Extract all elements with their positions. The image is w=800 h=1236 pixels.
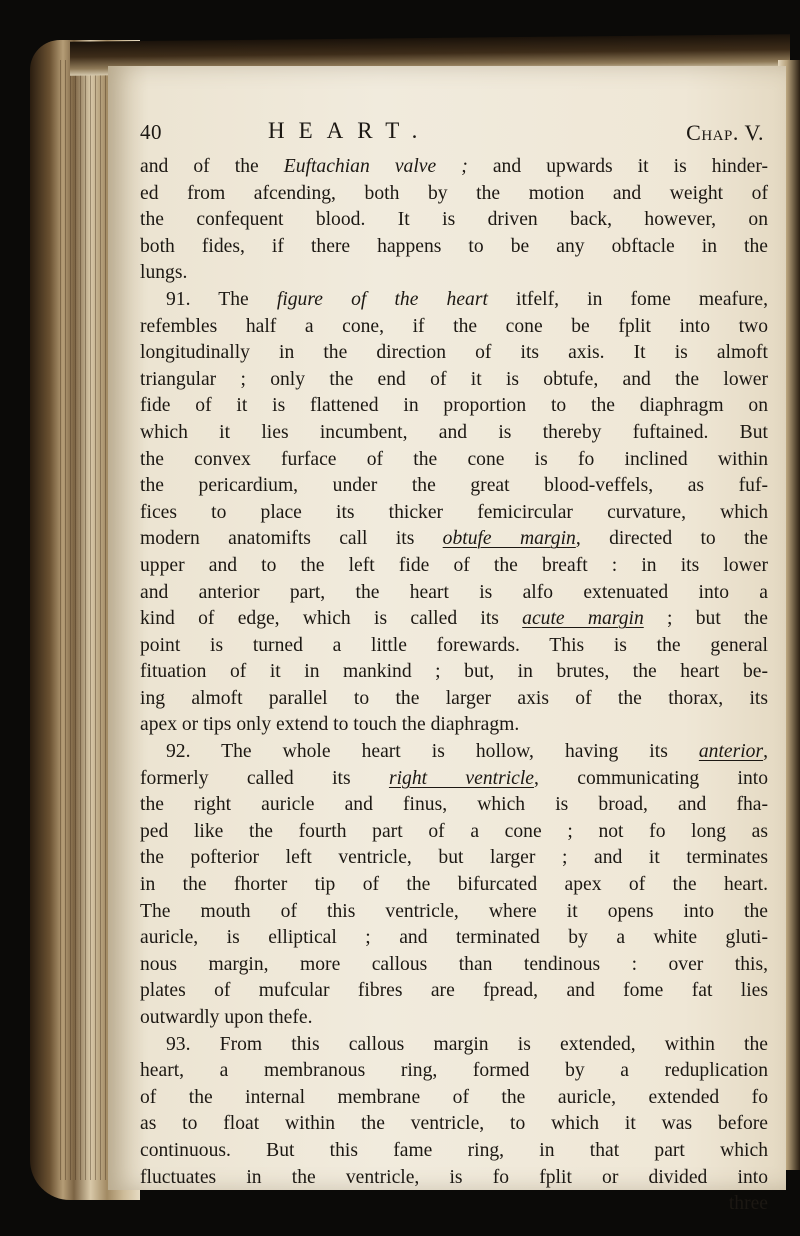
text-run: ped like the fourth part of a cone ; not fo long as — [140, 820, 768, 842]
text-run: kind of edge, which is called its — [140, 608, 523, 630]
text-line — [140, 606, 768, 633]
text-line — [140, 1085, 768, 1112]
text-run: which it lies incumbent, and is thereby fuftained. But — [140, 421, 768, 443]
text-run: ; but the — [643, 608, 768, 630]
text-run: of the internal membrane of the auricle, extended fo — [140, 1086, 768, 1108]
text-line — [140, 1191, 768, 1218]
italic-term: Euftachian valve ; — [283, 156, 468, 177]
text-run: fices to place its thicker femicircular curvature, which — [140, 501, 768, 523]
text-line — [140, 181, 768, 208]
text-run: 92. The whole heart is hollow, having its — [166, 741, 699, 763]
text-line — [140, 978, 768, 1005]
text-line — [140, 260, 768, 287]
text-run: triangular ; only the end of it is obtufe, and the lower — [140, 368, 768, 390]
text-run: lungs. — [140, 262, 188, 284]
text-run: fluctuates in the ventricle, is fo fplit or divided into — [140, 1166, 768, 1188]
text-run: apex or tips only extend to touch the diaphragm. — [140, 714, 520, 736]
italic-term: figure of the heart — [276, 288, 488, 310]
text-run: , directed to the — [575, 528, 768, 550]
body-text — [140, 154, 768, 1218]
text-line — [140, 686, 768, 713]
text-line — [140, 314, 768, 341]
text-line — [140, 393, 768, 420]
text-run: both fides, if there happens to be any obftacle in the — [140, 235, 768, 257]
text-run: auricle, is elliptical ; and terminated by a white gluti- — [140, 927, 768, 949]
text-line — [140, 526, 768, 553]
text-line — [140, 340, 768, 367]
text-run: as to float within the ventricle, to which it was before — [140, 1113, 768, 1135]
text-run: fide of it is flattened in proportion to the diaphragm on — [140, 395, 768, 417]
text-run: fituation of it in mankind ; but, in brutes, the heart be- — [140, 661, 768, 683]
text-run: The mouth of this ventricle, where it opens into the — [140, 900, 768, 922]
text-line — [140, 872, 768, 899]
text-run: and upwards it is hinder- — [467, 156, 768, 177]
text-line — [140, 1032, 768, 1059]
text-run: heart, a membranous ring, formed by a reduplication — [140, 1060, 768, 1082]
text-run: the confequent blood. It is driven back, however, on — [140, 209, 768, 231]
text-run: plates of mufcular fibres are fpread, and fome fat lies — [140, 980, 768, 1002]
text-line — [140, 925, 768, 952]
text-line — [140, 287, 768, 314]
text-run: , — [763, 741, 768, 763]
text-run: and anterior part, the heart is alfo extenuated into a — [140, 581, 768, 603]
text-line — [140, 154, 768, 181]
text-line — [140, 473, 768, 500]
text-line — [140, 553, 768, 580]
text-run: continuous. But this fame ring, in that part which — [140, 1139, 768, 1161]
text-line — [140, 1111, 768, 1138]
page-number: 40 — [140, 120, 162, 144]
text-line — [140, 234, 768, 261]
text-line — [140, 952, 768, 979]
underlined-term: anterior — [698, 741, 764, 763]
text-run: refembles half a cone, if the cone be fplit into two — [140, 315, 768, 337]
chapter-label: Chap. V. — [686, 120, 764, 145]
underlined-term: obtufe margin — [442, 528, 576, 550]
text-line — [140, 1058, 768, 1085]
text-run: longitudinally in the direction of its axis. It is almoft — [140, 342, 768, 364]
text-line — [140, 792, 768, 819]
text-line — [140, 899, 768, 926]
text-line — [140, 1138, 768, 1165]
text-line — [140, 766, 768, 793]
text-line — [140, 819, 768, 846]
running-header — [140, 118, 776, 154]
text-line — [140, 633, 768, 660]
text-run: 91. The — [166, 288, 277, 310]
text-run: outwardly upon thefe. — [140, 1007, 313, 1028]
text-line — [140, 739, 768, 766]
text-line — [140, 367, 768, 394]
text-line — [140, 207, 768, 234]
text-run: in the fhorter tip of the bifurcated apex of the heart. — [140, 874, 768, 896]
text-run: itfelf, in fome meafure, — [487, 288, 768, 310]
text-run: point is turned a little forewards. This is the general — [140, 634, 768, 656]
text-run: 93. From this callous margin is extended, within the — [166, 1033, 768, 1055]
text-run: the right auricle and finus, which is broad, and fha- — [140, 794, 768, 816]
text-line — [140, 1165, 768, 1192]
text-run: formerly called its — [140, 767, 389, 789]
text-run: the convex furface of the cone is fo inclined within — [140, 448, 768, 470]
text-run: modern anatomifts call its — [140, 528, 443, 550]
text-run: and of the — [140, 156, 284, 177]
text-line — [140, 420, 768, 447]
text-line — [140, 580, 768, 607]
text-run: nous margin, more callous than tendinous : over this, — [140, 953, 768, 975]
text-line — [140, 447, 768, 474]
text-run: ed from afcending, both by the motion and weight of — [140, 182, 768, 204]
text-run: , communicating into — [533, 767, 768, 789]
running-title: HEART. — [268, 118, 432, 143]
text-line — [140, 500, 768, 527]
underlined-term: acute margin — [522, 608, 644, 630]
text-run: upper and to the left fide of the breaft : in its lower — [140, 554, 768, 576]
text-line — [140, 659, 768, 686]
text-run: ing almoft parallel to the larger axis of the thorax, its — [140, 687, 768, 709]
page-content — [140, 118, 776, 1218]
text-run: the pericardium, under the great blood-veffels, as fuf- — [140, 475, 768, 497]
text-line — [140, 712, 768, 739]
text-line — [140, 1005, 768, 1032]
text-run: the pofterior left ventricle, but larger ; and it terminates — [140, 847, 768, 869]
text-run: three — [728, 1193, 768, 1215]
underlined-term: right ventricle — [388, 767, 534, 789]
text-line — [140, 845, 768, 872]
